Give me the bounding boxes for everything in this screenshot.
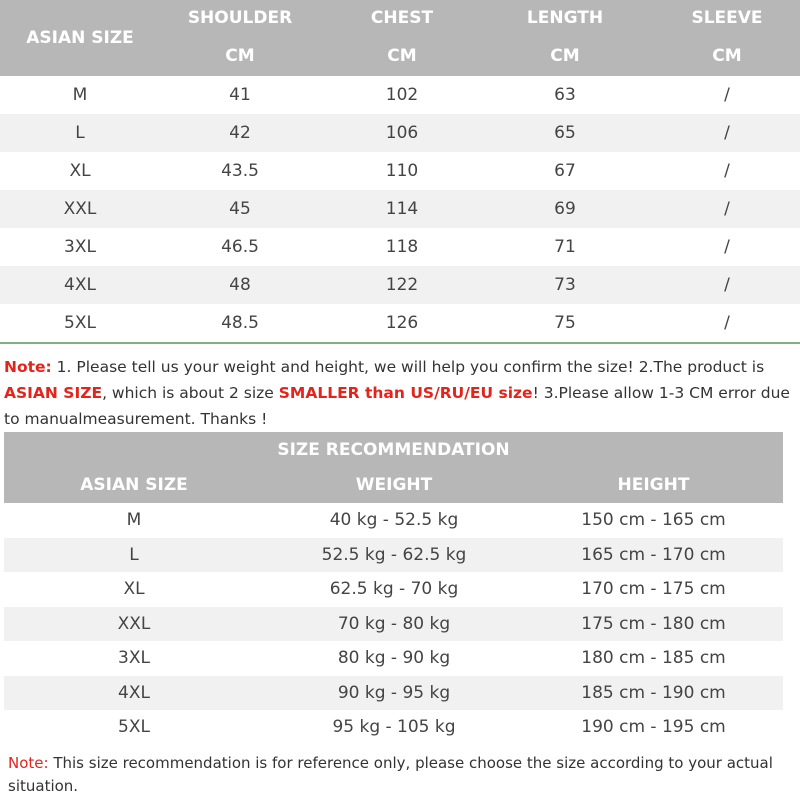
cell-shoulder: 43.5	[221, 161, 259, 181]
cell-weight: 90 kg - 95 kg	[337, 682, 451, 703]
table-row	[0, 304, 800, 342]
header-chest	[322, 0, 482, 76]
cell-weight: 40 kg - 52.5 kg	[329, 510, 459, 530]
table-row	[4, 641, 783, 676]
table-row	[4, 503, 783, 538]
cell-size: XXL	[63, 199, 97, 219]
cell-shoulder: 45	[229, 199, 251, 219]
cell-size: XL	[69, 161, 91, 181]
cell-weight: 62.5 kg - 70 kg	[329, 579, 459, 599]
cell-size: M	[126, 510, 142, 530]
note-text: This size recommendation is for reference only, please choose the size according to your actual situation.	[8, 754, 773, 795]
header-sleeve-label: SLEEVE	[691, 8, 763, 28]
note-text-part2: , which is about 2 size	[102, 384, 279, 402]
header-height: HEIGHT	[617, 475, 690, 495]
cell-size: 4XL	[118, 682, 150, 703]
cell-size: XXL	[117, 613, 151, 634]
cell-size: 4XL	[64, 275, 96, 295]
header-asian-size	[0, 0, 160, 76]
cell-sleeve: /	[724, 161, 730, 181]
note-text-part3: ! 3.Please allow 1-3 CM error due to manualmeasurement. Thanks !	[4, 384, 790, 428]
table-row	[4, 676, 783, 711]
note-highlight-asian-size: ASIAN SIZE	[4, 384, 103, 402]
cell-chest: 110	[385, 161, 419, 181]
header-chest-label: CHEST	[370, 8, 434, 28]
cell-size: M	[72, 85, 88, 105]
size-note	[4, 354, 798, 432]
cell-height: 170 cm - 175 cm	[581, 579, 726, 599]
cell-weight: 80 kg - 90 kg	[337, 648, 451, 668]
cell-height: 180 cm - 185 cm	[581, 648, 726, 668]
size-chart-header	[0, 0, 800, 76]
note-highlight-smaller: SMALLER than US/RU/EU size	[278, 384, 533, 402]
cell-weight: 70 kg - 80 kg	[337, 613, 451, 634]
header-length-unit: CM	[550, 46, 580, 66]
cell-size: 3XL	[118, 648, 150, 668]
table-row	[0, 114, 800, 152]
table-row	[0, 76, 800, 114]
header-length	[485, 0, 645, 76]
cell-chest: 106	[385, 123, 419, 143]
cell-shoulder: 48	[229, 275, 251, 295]
cell-size: L	[75, 123, 85, 143]
table-row	[4, 710, 783, 745]
size-recommendation-table	[4, 432, 783, 745]
cell-length: 63	[554, 85, 576, 105]
cell-size: 5XL	[118, 717, 150, 737]
header-chest-unit: CM	[387, 46, 417, 66]
table-row	[4, 538, 783, 573]
cell-height: 175 cm - 180 cm	[581, 613, 726, 634]
cell-height: 185 cm - 190 cm	[581, 682, 726, 703]
cell-length: 65	[554, 123, 576, 143]
header-weight: WEIGHT	[355, 475, 433, 495]
cell-length: 75	[554, 313, 576, 333]
cell-height: 190 cm - 195 cm	[581, 717, 726, 737]
cell-height: 165 cm - 170 cm	[581, 544, 726, 565]
cell-chest: 122	[385, 275, 419, 295]
table-row	[0, 190, 800, 228]
cell-chest: 102	[385, 85, 419, 105]
header-asian-size: ASIAN SIZE	[80, 475, 188, 495]
cell-size: L	[129, 544, 139, 565]
cell-chest: 118	[385, 237, 419, 257]
cell-shoulder: 41	[229, 85, 251, 105]
note-text-part1: 1. Please tell us your weight and height, we will help you confirm the size! 2.The product is	[51, 358, 765, 376]
cell-sleeve: /	[724, 123, 730, 143]
recommendation-title: SIZE RECOMMENDATION	[277, 440, 510, 460]
cell-sleeve: /	[724, 199, 730, 219]
cell-size: 3XL	[64, 237, 96, 257]
table-row	[4, 572, 783, 607]
cell-sleeve: /	[724, 313, 730, 333]
header-shoulder-unit: CM	[225, 46, 255, 66]
cell-sleeve: /	[724, 85, 730, 105]
size-chart-table	[0, 0, 800, 342]
cell-shoulder: 46.5	[221, 237, 259, 257]
header-sleeve-unit: CM	[712, 46, 742, 66]
cell-weight: 52.5 kg - 62.5 kg	[321, 544, 467, 565]
header-shoulder-label: SHOULDER	[187, 8, 293, 28]
note-label: Note:	[8, 754, 49, 772]
header-shoulder	[160, 0, 320, 76]
table-row	[0, 266, 800, 304]
cell-shoulder: 48.5	[221, 313, 259, 333]
cell-size: XL	[123, 579, 145, 599]
header-length-label: LENGTH	[526, 8, 604, 28]
recommendation-note	[8, 752, 788, 798]
cell-sleeve: /	[724, 237, 730, 257]
cell-length: 73	[554, 275, 576, 295]
cell-size: 5XL	[64, 313, 96, 333]
recommendation-header	[4, 432, 783, 503]
note-label: Note:	[4, 358, 52, 376]
table-row	[0, 152, 800, 190]
table-row	[4, 607, 783, 642]
cell-shoulder: 42	[229, 123, 251, 143]
cell-height: 150 cm - 165 cm	[581, 510, 726, 530]
cell-chest: 114	[385, 199, 419, 219]
table-row	[0, 228, 800, 266]
header-sleeve	[647, 0, 800, 76]
section-divider	[0, 342, 800, 344]
cell-length: 67	[554, 161, 576, 181]
header-asian-size-label: ASIAN SIZE	[26, 28, 134, 48]
cell-sleeve: /	[724, 275, 730, 295]
cell-weight: 95 kg - 105 kg	[332, 717, 456, 737]
cell-length: 69	[554, 199, 576, 219]
cell-chest: 126	[385, 313, 419, 333]
cell-length: 71	[554, 237, 576, 257]
